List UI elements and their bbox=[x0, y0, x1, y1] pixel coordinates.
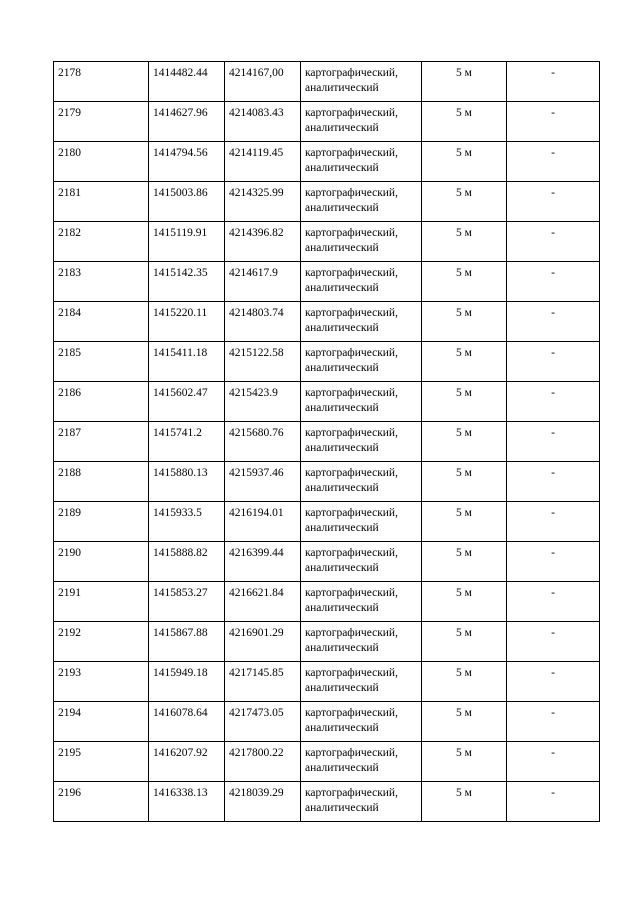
note-cell: - bbox=[507, 502, 600, 542]
accuracy-cell: 5 м bbox=[422, 542, 507, 582]
x-coordinate-cell: 1415602.47 bbox=[149, 382, 225, 422]
table-row bbox=[54, 142, 600, 182]
point-number-cell: 2192 bbox=[54, 622, 149, 662]
accuracy-cell: 5 м bbox=[422, 782, 507, 822]
y-coordinate-cell: 4215122.58 bbox=[225, 342, 301, 382]
table-row bbox=[54, 222, 600, 262]
accuracy-cell: 5 м bbox=[422, 102, 507, 142]
note-cell: - bbox=[507, 622, 600, 662]
table-row bbox=[54, 422, 600, 462]
point-number-cell: 2182 bbox=[54, 222, 149, 262]
table-row bbox=[54, 782, 600, 822]
note-cell: - bbox=[507, 302, 600, 342]
x-coordinate-cell: 1415003.86 bbox=[149, 182, 225, 222]
x-coordinate-cell: 1415888.82 bbox=[149, 542, 225, 582]
y-coordinate-cell: 4217473.05 bbox=[225, 702, 301, 742]
accuracy-cell: 5 м bbox=[422, 742, 507, 782]
note-cell: - bbox=[507, 542, 600, 582]
note-cell: - bbox=[507, 62, 600, 102]
accuracy-cell: 5 м bbox=[422, 582, 507, 622]
accuracy-cell: 5 м bbox=[422, 462, 507, 502]
method-cell: картографический, аналитический bbox=[301, 382, 422, 422]
x-coordinate-cell: 1414627.96 bbox=[149, 102, 225, 142]
coordinates-table-body bbox=[54, 62, 600, 822]
note-cell: - bbox=[507, 382, 600, 422]
x-coordinate-cell: 1414794.56 bbox=[149, 142, 225, 182]
method-cell: картографический, аналитический bbox=[301, 622, 422, 662]
point-number-cell: 2194 bbox=[54, 702, 149, 742]
method-cell: картографический, аналитический bbox=[301, 582, 422, 622]
coordinates-table bbox=[53, 61, 600, 822]
method-cell: картографический, аналитический bbox=[301, 342, 422, 382]
note-cell: - bbox=[507, 582, 600, 622]
note-cell: - bbox=[507, 782, 600, 822]
accuracy-cell: 5 м bbox=[422, 142, 507, 182]
note-cell: - bbox=[507, 342, 600, 382]
method-cell: картографический, аналитический bbox=[301, 262, 422, 302]
y-coordinate-cell: 4217145.85 bbox=[225, 662, 301, 702]
table-row bbox=[54, 102, 600, 142]
method-cell: картографический, аналитический bbox=[301, 502, 422, 542]
table-row bbox=[54, 262, 600, 302]
note-cell: - bbox=[507, 222, 600, 262]
accuracy-cell: 5 м bbox=[422, 182, 507, 222]
note-cell: - bbox=[507, 702, 600, 742]
y-coordinate-cell: 4218039.29 bbox=[225, 782, 301, 822]
x-coordinate-cell: 1416338.13 bbox=[149, 782, 225, 822]
table-row bbox=[54, 182, 600, 222]
point-number-cell: 2187 bbox=[54, 422, 149, 462]
y-coordinate-cell: 4215423.9 bbox=[225, 382, 301, 422]
note-cell: - bbox=[507, 102, 600, 142]
y-coordinate-cell: 4214325.99 bbox=[225, 182, 301, 222]
method-cell: картографический, аналитический bbox=[301, 62, 422, 102]
accuracy-cell: 5 м bbox=[422, 262, 507, 302]
y-coordinate-cell: 4214396.82 bbox=[225, 222, 301, 262]
table-row bbox=[54, 702, 600, 742]
y-coordinate-cell: 4214617.9 bbox=[225, 262, 301, 302]
note-cell: - bbox=[507, 462, 600, 502]
y-coordinate-cell: 4214083.43 bbox=[225, 102, 301, 142]
x-coordinate-cell: 1416078.64 bbox=[149, 702, 225, 742]
note-cell: - bbox=[507, 742, 600, 782]
point-number-cell: 2181 bbox=[54, 182, 149, 222]
method-cell: картографический, аналитический bbox=[301, 302, 422, 342]
point-number-cell: 2180 bbox=[54, 142, 149, 182]
table-row bbox=[54, 382, 600, 422]
accuracy-cell: 5 м bbox=[422, 222, 507, 262]
y-coordinate-cell: 4216194.01 bbox=[225, 502, 301, 542]
x-coordinate-cell: 1415411.18 bbox=[149, 342, 225, 382]
y-coordinate-cell: 4214167,00 bbox=[225, 62, 301, 102]
x-coordinate-cell: 1415949.18 bbox=[149, 662, 225, 702]
method-cell: картографический, аналитический bbox=[301, 782, 422, 822]
accuracy-cell: 5 м bbox=[422, 502, 507, 542]
table-row bbox=[54, 742, 600, 782]
accuracy-cell: 5 м bbox=[422, 662, 507, 702]
table-row bbox=[54, 502, 600, 542]
note-cell: - bbox=[507, 182, 600, 222]
method-cell: картографический, аналитический bbox=[301, 742, 422, 782]
accuracy-cell: 5 м bbox=[422, 382, 507, 422]
method-cell: картографический, аналитический bbox=[301, 142, 422, 182]
method-cell: картографический, аналитический bbox=[301, 662, 422, 702]
method-cell: картографический, аналитический bbox=[301, 462, 422, 502]
table-row bbox=[54, 342, 600, 382]
y-coordinate-cell: 4217800.22 bbox=[225, 742, 301, 782]
x-coordinate-cell: 1414482.44 bbox=[149, 62, 225, 102]
point-number-cell: 2193 bbox=[54, 662, 149, 702]
point-number-cell: 2179 bbox=[54, 102, 149, 142]
accuracy-cell: 5 м bbox=[422, 342, 507, 382]
method-cell: картографический, аналитический bbox=[301, 182, 422, 222]
table-row bbox=[54, 622, 600, 662]
x-coordinate-cell: 1415853.27 bbox=[149, 582, 225, 622]
y-coordinate-cell: 4215680.76 bbox=[225, 422, 301, 462]
x-coordinate-cell: 1415867.88 bbox=[149, 622, 225, 662]
point-number-cell: 2183 bbox=[54, 262, 149, 302]
method-cell: картографический, аналитический bbox=[301, 542, 422, 582]
table-row bbox=[54, 542, 600, 582]
point-number-cell: 2188 bbox=[54, 462, 149, 502]
x-coordinate-cell: 1415142.35 bbox=[149, 262, 225, 302]
point-number-cell: 2184 bbox=[54, 302, 149, 342]
table-row bbox=[54, 462, 600, 502]
point-number-cell: 2196 bbox=[54, 782, 149, 822]
point-number-cell: 2190 bbox=[54, 542, 149, 582]
method-cell: картографический, аналитический bbox=[301, 422, 422, 462]
point-number-cell: 2178 bbox=[54, 62, 149, 102]
x-coordinate-cell: 1415119.91 bbox=[149, 222, 225, 262]
y-coordinate-cell: 4214803.74 bbox=[225, 302, 301, 342]
point-number-cell: 2186 bbox=[54, 382, 149, 422]
x-coordinate-cell: 1415933.5 bbox=[149, 502, 225, 542]
x-coordinate-cell: 1415741.2 bbox=[149, 422, 225, 462]
y-coordinate-cell: 4215937.46 bbox=[225, 462, 301, 502]
note-cell: - bbox=[507, 142, 600, 182]
accuracy-cell: 5 м bbox=[422, 302, 507, 342]
x-coordinate-cell: 1416207.92 bbox=[149, 742, 225, 782]
note-cell: - bbox=[507, 262, 600, 302]
method-cell: картографический, аналитический bbox=[301, 222, 422, 262]
method-cell: картографический, аналитический bbox=[301, 702, 422, 742]
x-coordinate-cell: 1415880.13 bbox=[149, 462, 225, 502]
accuracy-cell: 5 м bbox=[422, 62, 507, 102]
y-coordinate-cell: 4216901.29 bbox=[225, 622, 301, 662]
y-coordinate-cell: 4214119.45 bbox=[225, 142, 301, 182]
point-number-cell: 2195 bbox=[54, 742, 149, 782]
accuracy-cell: 5 м bbox=[422, 622, 507, 662]
point-number-cell: 2189 bbox=[54, 502, 149, 542]
y-coordinate-cell: 4216621.84 bbox=[225, 582, 301, 622]
accuracy-cell: 5 м bbox=[422, 702, 507, 742]
accuracy-cell: 5 м bbox=[422, 422, 507, 462]
x-coordinate-cell: 1415220.11 bbox=[149, 302, 225, 342]
method-cell: картографический, аналитический bbox=[301, 102, 422, 142]
table-row bbox=[54, 302, 600, 342]
point-number-cell: 2185 bbox=[54, 342, 149, 382]
note-cell: - bbox=[507, 422, 600, 462]
note-cell: - bbox=[507, 662, 600, 702]
point-number-cell: 2191 bbox=[54, 582, 149, 622]
table-row bbox=[54, 62, 600, 102]
table-row bbox=[54, 582, 600, 622]
table-row bbox=[54, 662, 600, 702]
y-coordinate-cell: 4216399.44 bbox=[225, 542, 301, 582]
